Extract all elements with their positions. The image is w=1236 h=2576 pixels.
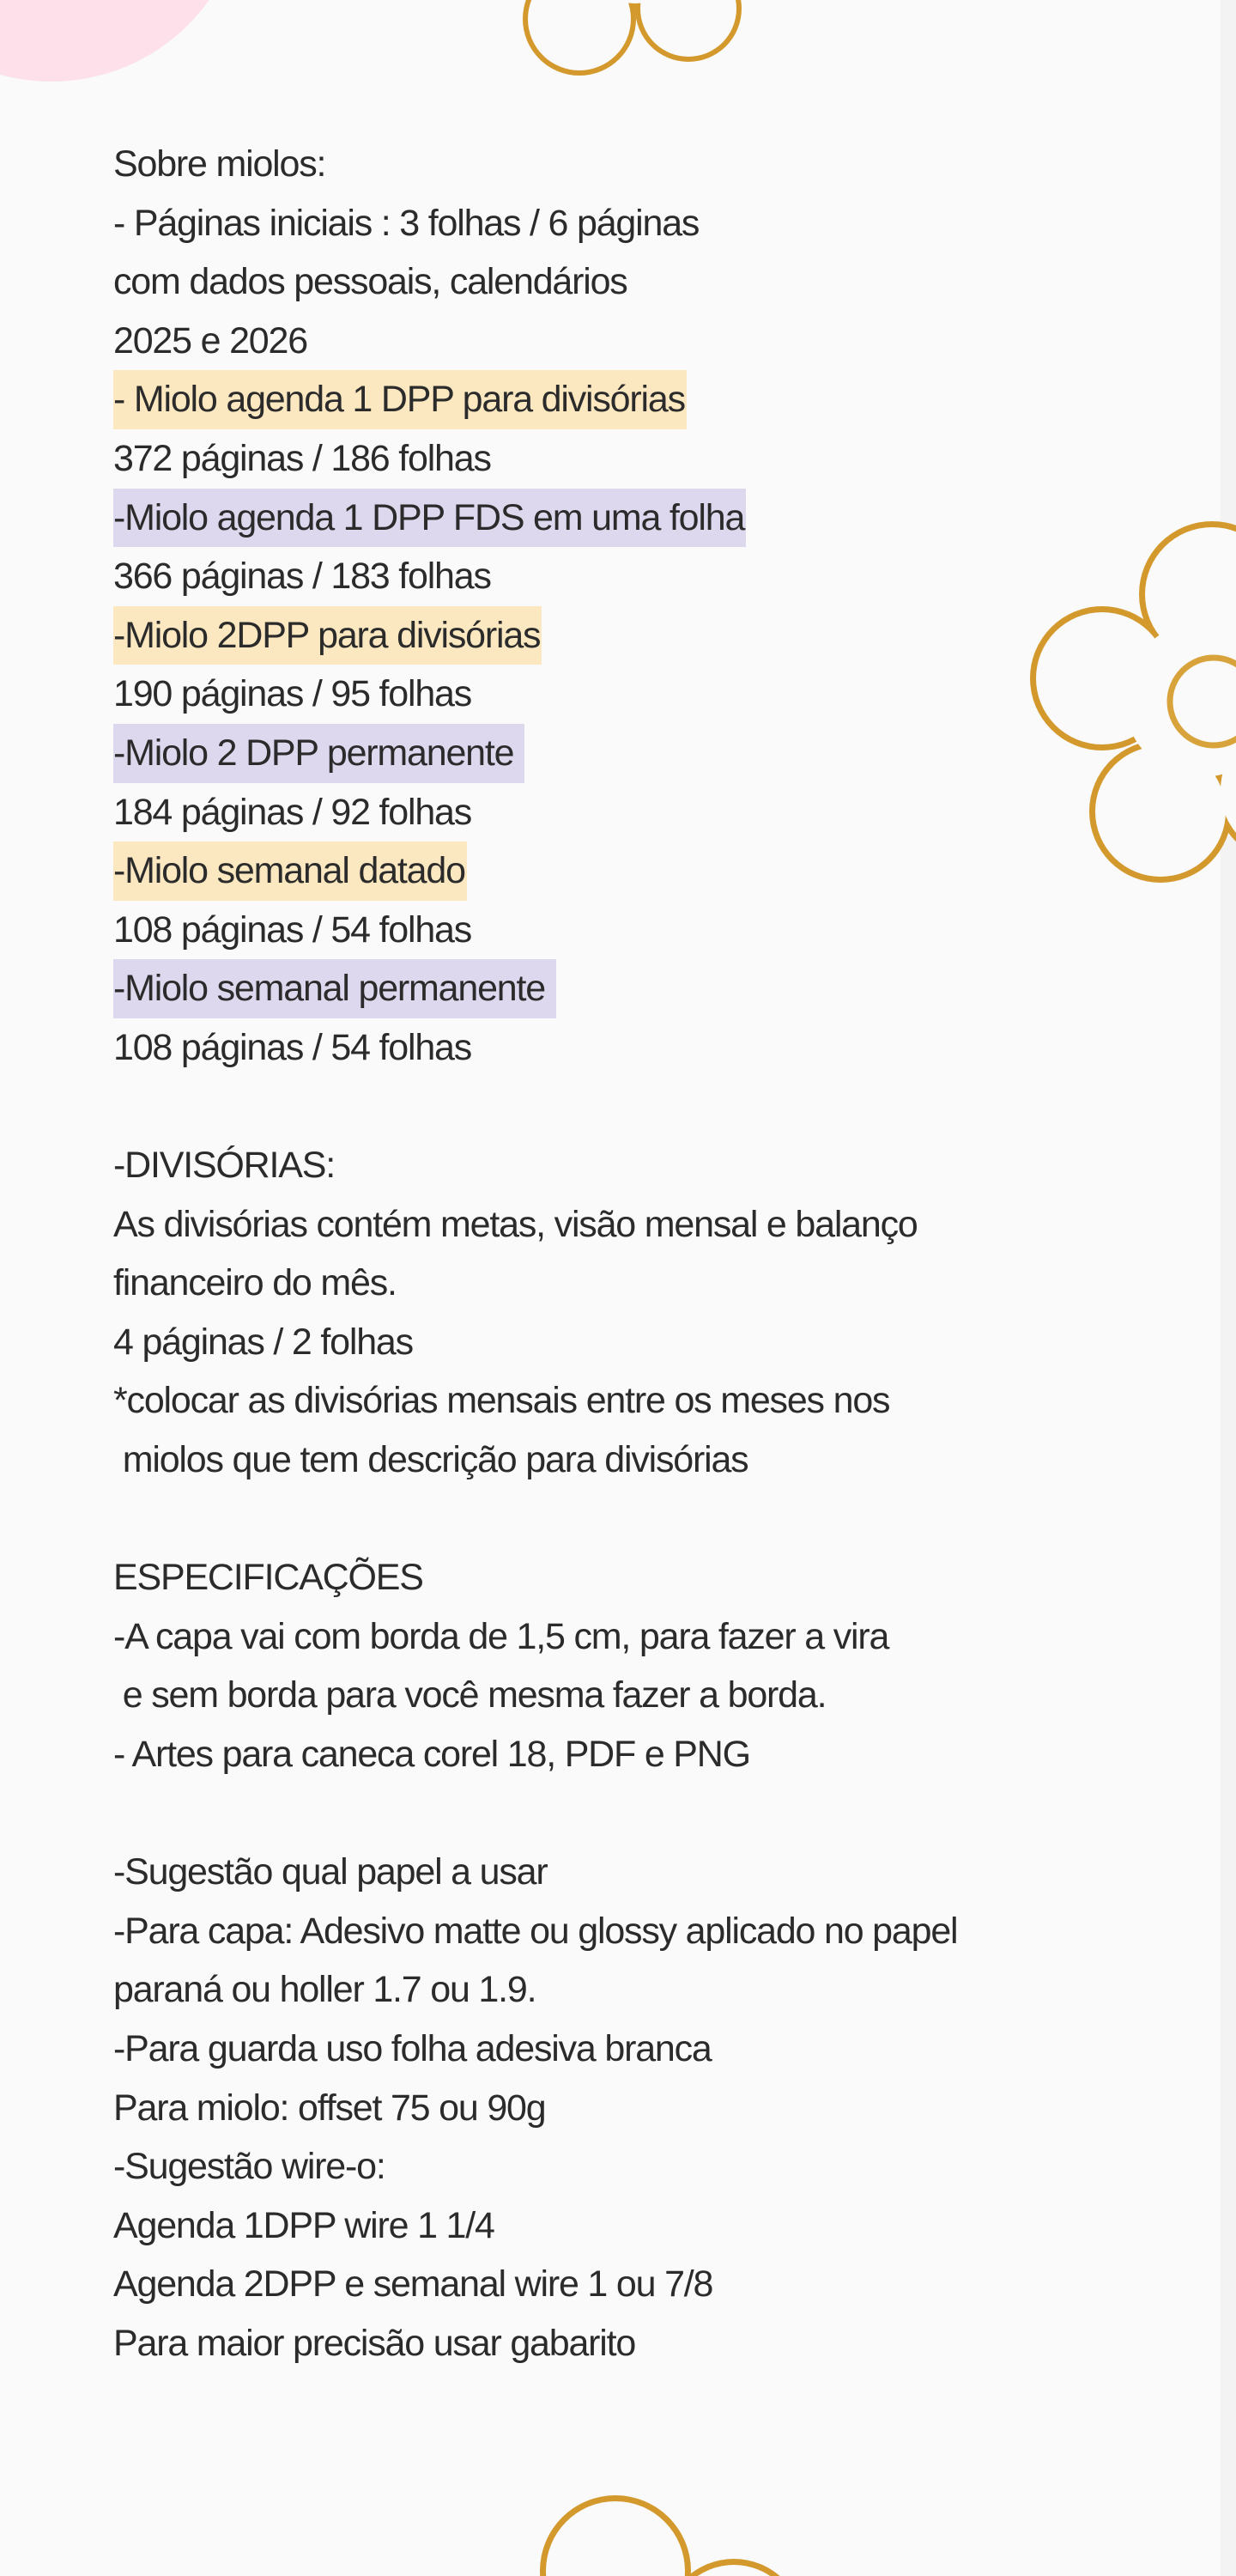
text-line: [113, 1018, 1212, 1078]
line-text: As divisórias contém metas, visão mensal e balanço: [113, 1203, 918, 1245]
line-text: 108 páginas / 54 folhas: [113, 908, 472, 951]
text-line: [113, 252, 1212, 312]
line-text: -A capa vai com borda de 1,5 cm, para fazer a vira: [113, 1615, 889, 1657]
line-text: financeiro do mês.: [113, 1262, 397, 1304]
line-text: Agenda 1DPP wire 1 1/4: [113, 2204, 494, 2246]
text-line: [113, 2137, 1212, 2196]
line-text: -Miolo agenda 1 DPP FDS em uma folha: [113, 489, 746, 548]
line-text: Sobre miolos:: [113, 143, 326, 185]
line-text: -Para capa: Adesivo matte ou glossy aplicado no papel: [113, 1910, 958, 1952]
line-text: [113, 1078, 115, 1137]
line-text: [113, 1490, 115, 1549]
line-text: 372 páginas / 186 folhas: [113, 437, 491, 479]
line-text: -Para guarda uso folha adesiva branca: [113, 2028, 712, 2069]
text-line: [113, 429, 1212, 489]
text-line: [113, 1784, 1212, 1844]
text-line: [113, 312, 1212, 371]
highlighted-line: [113, 489, 1212, 548]
line-text: e sem borda para você mesma fazer a borda.: [113, 1674, 827, 1716]
line-text: 184 páginas / 92 folhas: [113, 791, 472, 833]
line-text: Para miolo: offset 75 ou 90g: [113, 2087, 546, 2129]
line-text: miolos que tem descrição para divisórias: [113, 1439, 748, 1481]
text-line: [113, 1548, 1212, 1607]
line-text: [113, 1784, 115, 1844]
line-text: -Miolo 2 DPP permanente: [113, 724, 524, 783]
line-text: 190 páginas / 95 folhas: [113, 673, 472, 715]
line-text: - Miolo agenda 1 DPP para divisórias: [113, 370, 687, 429]
text-line: [113, 135, 1212, 194]
line-text: - Páginas iniciais : 3 folhas / 6 páginas: [113, 202, 700, 244]
line-text: -Miolo semanal datado: [113, 841, 467, 901]
page-edge: [1221, 0, 1236, 2576]
line-text: - Artes para caneca corel 18, PDF e PNG: [113, 1734, 750, 1776]
text-line: [113, 901, 1212, 960]
line-text: ESPECIFICAÇÕES: [113, 1557, 423, 1599]
line-text: 108 páginas / 54 folhas: [113, 1026, 472, 1068]
text-content: [113, 135, 1212, 2373]
line-text: -Sugestão wire-o:: [113, 2146, 385, 2188]
line-text: 366 páginas / 183 folhas: [113, 556, 491, 598]
text-line: [113, 2255, 1212, 2314]
line-text: -Miolo 2DPP para divisórias: [113, 606, 542, 665]
text-line: [113, 1725, 1212, 1784]
line-text: 2025 e 2026: [113, 319, 307, 361]
line-text: *colocar as divisórias mensais entre os meses nos: [113, 1380, 890, 1422]
highlighted-line: [113, 724, 1212, 783]
highlighted-line: [113, 841, 1212, 901]
text-line: [113, 1960, 1212, 2020]
text-line: [113, 194, 1212, 253]
line-text: -Sugestão qual papel a usar: [113, 1851, 548, 1893]
line-text: paraná ou holler 1.7 ou 1.9.: [113, 1969, 536, 2011]
line-text: 4 páginas / 2 folhas: [113, 1321, 413, 1363]
highlighted-line: [113, 606, 1212, 665]
line-text: -DIVISÓRIAS:: [113, 1145, 335, 1187]
flower-bottom-icon: [540, 2495, 804, 2576]
text-line: [113, 1371, 1212, 1431]
highlighted-line: [113, 370, 1212, 429]
text-line: [113, 1902, 1212, 1961]
text-line: [113, 1195, 1212, 1255]
text-line: [113, 1254, 1212, 1313]
line-text: Agenda 2DPP e semanal wire 1 ou 7/8: [113, 2263, 713, 2306]
text-line: [113, 2079, 1212, 2138]
text-line: [113, 1431, 1212, 1490]
text-line: [113, 1490, 1212, 1549]
pink-blob: [0, 0, 245, 82]
text-line: [113, 1666, 1212, 1725]
text-line: [113, 1313, 1212, 1372]
text-line: [113, 2314, 1212, 2373]
text-line: [113, 1843, 1212, 1902]
text-line: [113, 2020, 1212, 2079]
text-line: [113, 547, 1212, 606]
line-text: Para maior precisão usar gabarito: [113, 2322, 636, 2364]
text-line: [113, 665, 1212, 724]
text-line: [113, 1607, 1212, 1667]
text-line: [113, 2196, 1212, 2256]
line-text: com dados pessoais, calendários: [113, 261, 627, 303]
flower-top-icon: [523, 0, 742, 76]
text-line: [113, 783, 1212, 842]
text-line: [113, 1136, 1212, 1195]
text-line: [113, 1078, 1212, 1137]
highlighted-line: [113, 959, 1212, 1018]
line-text: -Miolo semanal permanente: [113, 959, 556, 1018]
